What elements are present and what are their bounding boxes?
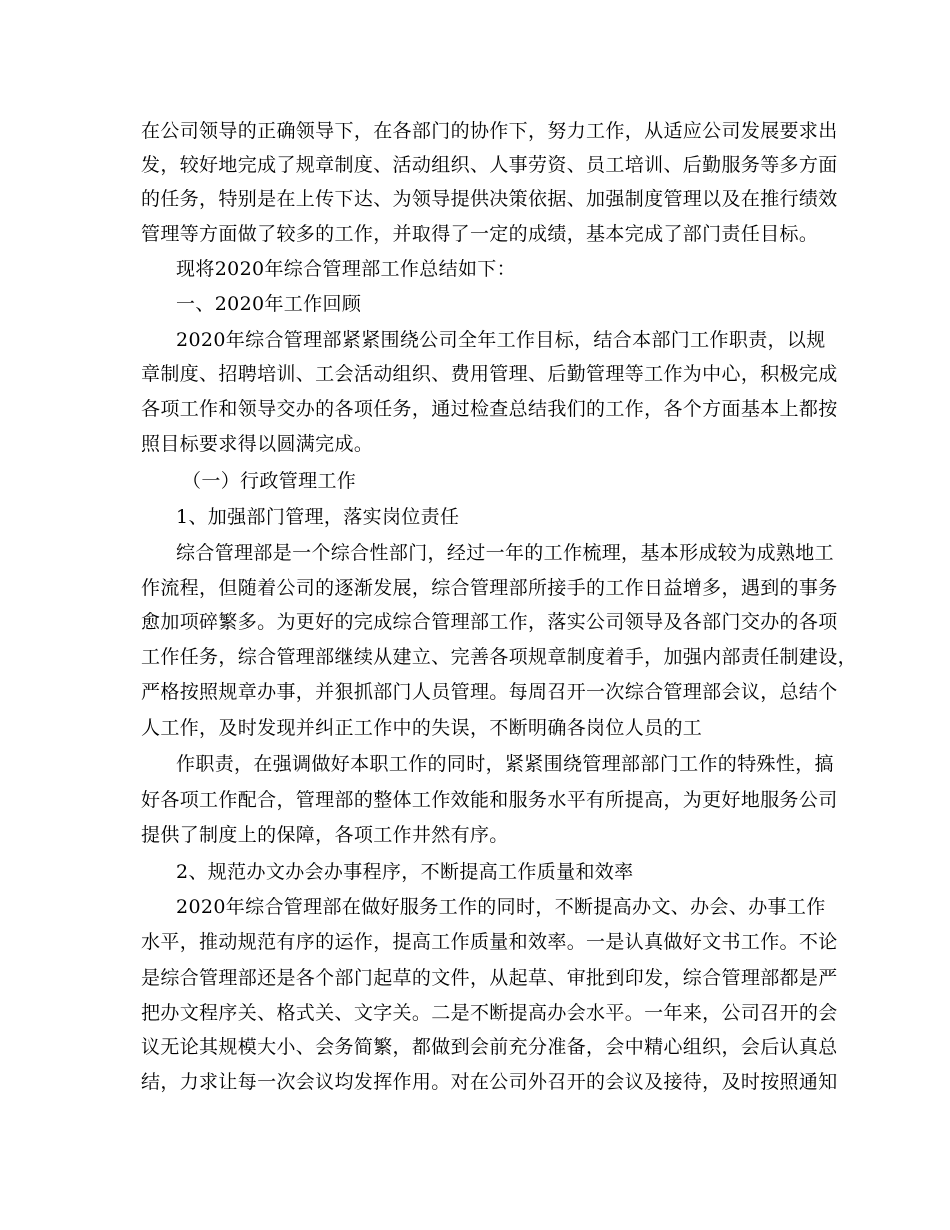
- body-text-line: 现将2020年综合管理部工作总结如下：: [176, 258, 517, 280]
- body-text-line: 2020年综合管理部在做好服务工作的同时，不断提高办文、办会、办事工作: [176, 896, 826, 918]
- item-heading: 2、规范办文办会办事程序，不断提高工作质量和效率: [176, 861, 634, 883]
- body-text-line: 作职责，在强调做好本职工作的同时，紧紧围绕管理部部门工作的特殊性，搞: [176, 753, 834, 775]
- body-text-line: 工作任务，综合管理部继续从建立、完善各项规章制度着手，加强内部责任制建设，: [141, 646, 857, 668]
- body-text-line: 综合管理部是一个综合性部门，经过一年的工作梳理，基本形成较为成熟地工: [176, 542, 834, 564]
- body-text-line: 结，力求让每一次会议均发挥作用。对在公司外召开的会议及接待，及时按照通知: [141, 1071, 838, 1093]
- body-text-line: 各项工作和领导交办的各项任务，通过检查总结我们的工作，各个方面基本上都按: [141, 398, 838, 420]
- body-text-line: 人工作，及时发现并纠正工作中的失误，不断明确各岗位人员的工: [141, 717, 703, 739]
- body-text-line: 严格按照规章办事，并狠抓部门人员管理。每周召开一次综合管理部会议，总结个: [141, 681, 838, 703]
- body-text-line: 提供了制度上的保障，各项工作井然有序。: [141, 824, 509, 846]
- subsection-heading: （一）行政管理工作: [182, 470, 357, 492]
- body-text-line: 2020年综合管理部紧紧围绕公司全年工作目标，结合本部门工作职责，以规: [176, 329, 826, 351]
- body-text-line: 愈加项碎繁多。为更好的完成综合管理部工作，落实公司领导及各部门交办的各项: [141, 611, 838, 633]
- body-text-line: 的任务，特别是在上传下达、为领导提供决策依据、加强制度管理以及在推行绩效: [141, 188, 838, 210]
- body-text-line: 议无论其规模大小、会务简繁，都做到会前充分准备，会中精心组织，会后认真总: [141, 1036, 838, 1058]
- section-heading: 一、2020年工作回顾: [176, 293, 362, 315]
- body-text-line: 照目标要求得以圆满完成。: [141, 433, 374, 455]
- body-text-line: 作流程，但随着公司的逐渐发展，综合管理部所接手的工作日益增多，遇到的事务: [141, 577, 838, 599]
- body-text-line: 是综合管理部还是各个部门起草的文件，从起草、审批到印发，综合管理部都是严: [141, 967, 838, 989]
- body-text-line: 好各项工作配合，管理部的整体工作效能和服务水平有所提高，为更好地服务公司: [141, 789, 838, 811]
- item-heading: 1、加强部门管理，落实岗位责任: [176, 506, 460, 528]
- body-text-line: 发，较好地完成了规章制度、活动组织、人事劳资、员工培训、后勤服务等多方面: [141, 154, 838, 176]
- body-text-line: 水平，推动规范有序的运作，提高工作质量和效率。一是认真做好文书工作。不论: [141, 931, 838, 953]
- body-text-line: 在公司领导的正确领导下，在各部门的协作下，努力工作，从适应公司发展要求出: [141, 120, 838, 142]
- body-text-line: 管理等方面做了较多的工作，并取得了一定的成绩，基本完成了部门责任目标。: [141, 223, 819, 245]
- body-text-line: 章制度、招聘培训、工会活动组织、费用管理、后勤管理等工作为中心，积极完成: [141, 363, 838, 385]
- body-text-line: 把办文程序关、格式关、文字关。二是不断提高办会水平。一年来，公司召开的会: [141, 1002, 838, 1024]
